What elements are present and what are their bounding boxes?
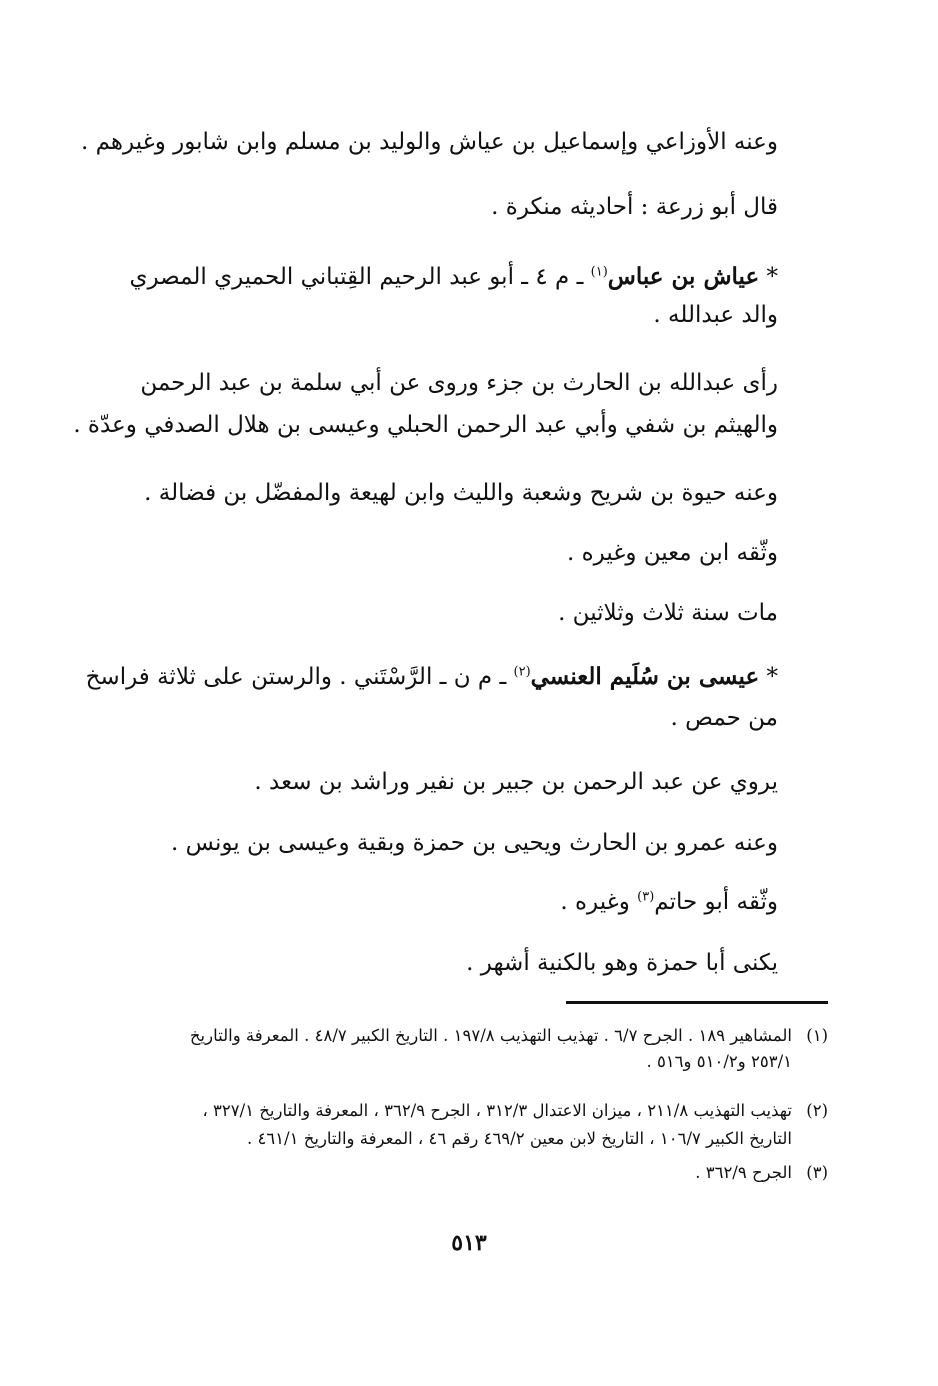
footnote-number: (٣)	[806, 1163, 828, 1182]
entry-name: عيسى بن سُلَيم العنسي	[530, 663, 760, 690]
text-line: والد عبدالله .	[653, 302, 778, 328]
footnote-ref: (٣)	[637, 889, 655, 905]
entry-heading-line	[129, 262, 778, 292]
text-line: وعنه حيوة بن شريح وشعبة والليث وابن لهيعة والمفضّل بن فضالة .	[144, 480, 778, 506]
page-number: ٥١٣	[451, 1230, 487, 1256]
text-line: من حمص .	[670, 705, 778, 731]
entry-heading-line	[86, 662, 778, 692]
entry-name: عياش بن عباس	[607, 263, 760, 290]
text-line: والهيثم بن شفي وأبي عبد الرحمن الحبلي وعيسى بن هلال الصدفي وعدّة .	[73, 412, 778, 438]
footnote-ref: (١)	[590, 264, 608, 280]
footnote-number: (١)	[806, 1026, 828, 1045]
entry-description: ـ م ن ـ الرَّسْتَني . والرستن على ثلاثة فراسخ	[85, 664, 507, 690]
entry-marker: *	[766, 264, 778, 290]
footnote-number: (٢)	[806, 1101, 828, 1120]
text-line: رأى عبدالله بن الحارث بن جزء وروى عن أبي سلمة بن عبد الرحمن	[140, 370, 778, 396]
footnote-1-cont: ٢٥٣/١ و٥١٠/٢ و٥١٦ .	[646, 1052, 792, 1071]
text-line: مات سنة ثلاث وثلاثين .	[558, 600, 778, 626]
text-line: وعنه الأوزاعي وإسماعيل بن عياش والوليد بن مسلم وابن شابور وغيرهم .	[80, 129, 778, 155]
text-line: يروي عن عبد الرحمن بن جبير بن نفير وراشد بن سعد .	[254, 769, 778, 795]
entry-description: ـ م ٤ ـ أبو عبد الرحيم القِتباني الحميري المصري	[129, 264, 584, 290]
footnote-2: (٢)تهذيب التهذيب ٢١١/٨ ، ميزان الاعتدال ٣١٢/٣ ، الجرح ٣٦٢/٩ ، المعرفة والتاريخ ٣٢٧/١ ،	[202, 1099, 828, 1123]
footnote-3: (٣)الجرح ٣٦٢/٩ .	[695, 1161, 828, 1185]
footnote-1: (١)المشاهير ١٨٩ . الجرح ٦/٧ . تهذيب التهذيب ١٩٧/٨ . التاريخ الكبير ٤٨/٧ . المعرفة والتاريخ	[190, 1024, 828, 1048]
text-line: قال أبو زرعة : أحاديثه منكرة .	[491, 194, 778, 220]
text-line: وثّقه ابن معين وغيره .	[566, 540, 778, 566]
text-line: وعنه عمرو بن الحارث ويحيى بن حمزة وبقية وعيسى بن يونس .	[171, 830, 778, 856]
footnote-2-cont: التاريخ الكبير ١٠٦/٧ ، التاريخ لابن معين ٤٦٩/٢ رقم ٤٦ ، المعرفة والتاريخ ٤٦١/١ .	[246, 1129, 792, 1148]
text-line: يكنى أبا حمزة وهو بالكنية أشهر .	[466, 950, 778, 976]
text-line: وثّقه أبو حاتم$^{(٣)}$ وغيره .	[560, 889, 778, 915]
footnote-ref: (٢)	[513, 664, 531, 680]
footnote-separator	[566, 1001, 828, 1004]
entry-marker: *	[766, 664, 778, 690]
